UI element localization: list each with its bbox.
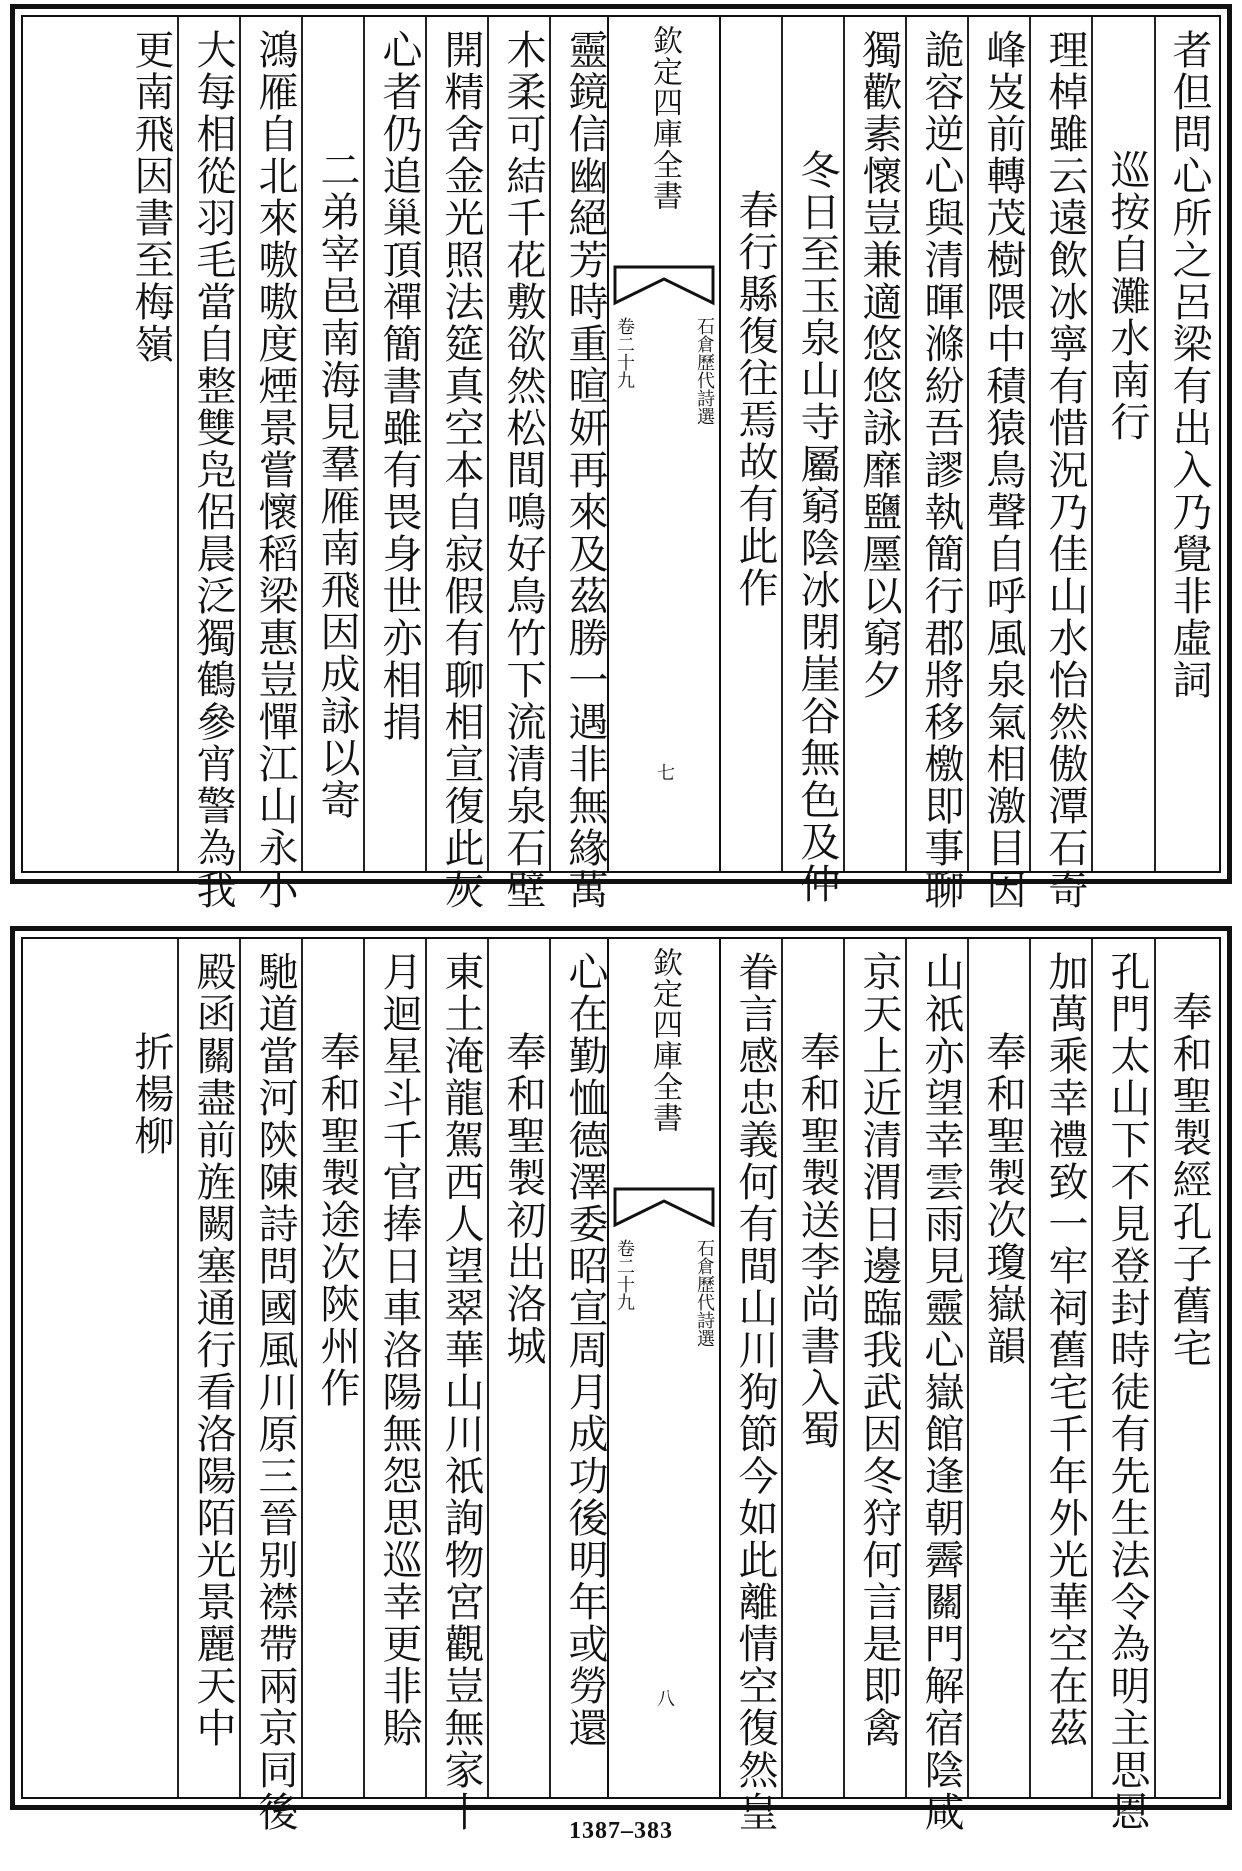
text-column: 奉和聖製經孔子舊宅	[1166, 991, 1212, 1369]
column-rule	[1091, 939, 1093, 1797]
fish-tail-mark-icon	[615, 1187, 713, 1227]
text-column: 月迴星斗千官捧日車洛陽無怨思巡幸更非賒	[376, 951, 422, 1749]
banner-volume: 卷二十九	[614, 1239, 635, 1311]
text-column: 加萬乘幸禮致一牢祠舊宅千年外光華空在茲	[1042, 951, 1088, 1749]
column-rule	[1154, 939, 1156, 1797]
column-rule	[549, 17, 551, 871]
text-column: 奉和聖製初出洛城	[500, 1031, 546, 1367]
text-column: 馳道當河陝陳詩問國風川原三晉别襟帶兩京同後	[252, 951, 298, 1833]
upper-page	[10, 4, 1232, 911]
text-column: 春行縣復往焉故有此作	[732, 189, 778, 609]
text-column: 眷言感忠義何有間山川狗節今如此離情空復然皇	[732, 951, 778, 1833]
column-rule	[363, 17, 365, 871]
column-rule	[239, 939, 241, 1797]
column-rule	[1091, 17, 1093, 871]
column-rule	[1154, 17, 1156, 871]
text-column: 奉和聖製送李尚書入蜀	[794, 1031, 840, 1451]
text-column: 大每相從羽毛當自整雙凫侶晨泛獨鶴參宵警為我	[190, 29, 236, 911]
banner-page-number: 八	[654, 1689, 675, 1707]
text-column: 開精舍金光照法筵真空本自寂假有聊相宣復此灰	[438, 29, 484, 911]
text-column: 鴻雁自北來嗷嗷度煙景嘗懷稻梁惠豈憚江山永小	[252, 29, 298, 911]
column-rule	[177, 17, 179, 871]
column-rule	[425, 939, 427, 1797]
column-rule	[781, 17, 783, 871]
text-column: 山祇亦望幸雲雨見靈心嶽館逢朝霽關門解宿陰咸	[918, 951, 964, 1833]
column-rule	[843, 17, 845, 871]
text-column: 殿函關盡前旌闕塞通行看洛陽陌光景麗天中	[190, 951, 236, 1749]
text-column: 京天上近清渭日邊臨我武因冬狩何言是即禽	[856, 951, 902, 1749]
column-rule	[967, 939, 969, 1797]
text-column: 更南飛因書至梅嶺	[128, 29, 174, 365]
text-column: 靈鏡信幽絕芳時重暄妍再來及茲勝一遇非無緣萬	[562, 29, 608, 911]
upper-page-frame	[21, 15, 1221, 911]
column-rule	[549, 939, 551, 1797]
text-column: 理棹雖云遠飲冰寧有惜況乃佳山水怡然傲潭石奇	[1042, 29, 1088, 911]
banner-collection-name: 石倉歷代詩選	[694, 1239, 715, 1347]
fish-tail-mark-icon	[615, 265, 713, 305]
center-fold-banner	[607, 939, 721, 1797]
text-column: 峰岌前轉茂樹隈中積猿鳥聲自呼風泉氣相激目因	[980, 29, 1026, 911]
text-column: 者但問心所之呂梁有出入乃覺非虛詞	[1166, 29, 1212, 701]
text-column: 獨歡素懷豈兼適悠悠詠靡鹽㕓以窮夕	[856, 29, 902, 701]
column-rule	[177, 939, 179, 1797]
text-column: 詭容逆心與清暉滌紛吾謬執簡行郡將移檄即事聊	[918, 29, 964, 911]
column-rule	[425, 17, 427, 871]
column-rule	[905, 939, 907, 1797]
column-rule	[843, 939, 845, 1797]
text-column: 木柔可結千花敷欲然松間鳴好鳥竹下流清泉石壁	[500, 29, 546, 911]
center-fold-banner	[607, 17, 721, 871]
column-rule	[1029, 17, 1031, 871]
scan-page-code: 1387–383	[569, 1818, 673, 1844]
text-column: 折楊柳	[128, 1031, 174, 1157]
text-column: 奉和聖製次瓊嶽韻	[980, 1031, 1026, 1367]
column-rule	[487, 17, 489, 871]
column-rule	[239, 17, 241, 871]
banner-title: 欽定四庫全書	[647, 947, 682, 1133]
text-column: 孔門太山下不見登封時徒有先生法令為明主思恩	[1104, 951, 1150, 1833]
banner-volume: 卷二十九	[614, 317, 635, 389]
text-column: 二弟宰邑南海見羣雁南飛因成詠以寄	[314, 149, 360, 821]
banner-collection-name: 石倉歷代詩選	[694, 317, 715, 425]
text-column: 奉和聖製途次陝州作	[314, 1031, 360, 1409]
text-column: 東土淹龍駕西人望翠華山川祇詢物宮觀豈無家十	[438, 951, 484, 1833]
banner-page-number: 七	[654, 763, 675, 781]
column-rule	[967, 17, 969, 871]
banner-title: 欽定四庫全書	[647, 25, 682, 211]
column-rule	[905, 17, 907, 871]
column-rule	[781, 939, 783, 1797]
text-column: 冬日至玉泉山寺屬窮陰冰閉崖谷無色及仲	[794, 149, 840, 905]
column-rule	[1029, 939, 1031, 1797]
column-rule	[301, 17, 303, 871]
column-rule	[487, 939, 489, 1797]
text-column: 巡按自灘水南行	[1104, 149, 1150, 443]
column-rule	[301, 939, 303, 1797]
column-rule	[363, 939, 365, 1797]
text-column: 心者仍追巢頂禪簡書雖有畏身世亦相捐	[376, 29, 422, 743]
text-column: 心在勤恤德澤委昭宣周月成功後明年或勞還	[562, 951, 608, 1749]
